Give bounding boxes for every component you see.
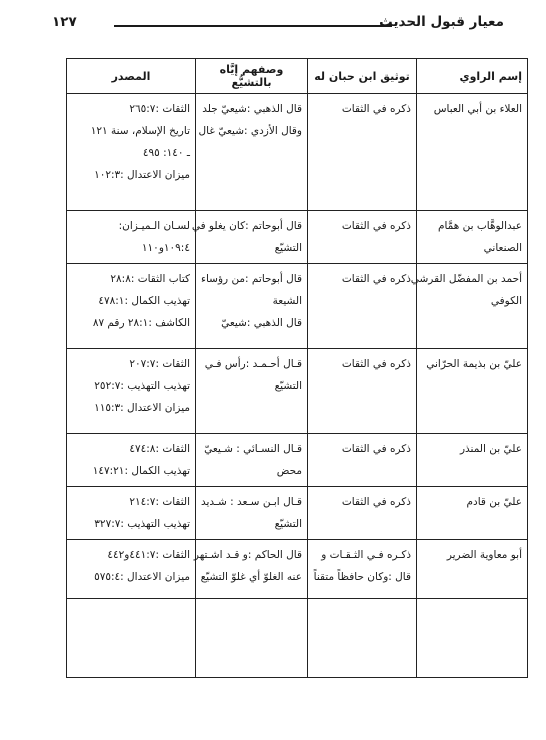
narrator-cell-line: الكوفي: [490, 295, 522, 307]
description-cell-line: الشيعة: [272, 295, 302, 307]
description-cell-line: قال أبوحاتم :كان يغلو في: [191, 220, 302, 232]
narrator-cell-line: أبو معاوية الضرير: [446, 549, 522, 561]
tawthiq-cell-line: ذكـره فـي الثـقـات و: [321, 549, 411, 561]
table-row: [67, 434, 528, 487]
header-narrator: إسم الراوي: [417, 59, 528, 94]
narrator-cell-line: عليّ بن بذيمة الحرّاني: [426, 358, 522, 370]
tawthiq-cell-line: ذكره في الثقات: [341, 496, 411, 508]
source-cell: [67, 349, 196, 434]
empty-cell: [417, 599, 528, 678]
description-cell-line: التشيّع: [274, 242, 302, 254]
tawthiq-cell: [308, 540, 417, 599]
source-cell-line: تهذيب التهذيب :٣٢٧:٧: [94, 518, 190, 530]
description-cell-line: عنه الغلوّ أي غلوّ التشيّع: [200, 571, 302, 583]
table-row: [67, 540, 528, 599]
description-cell-line: التشيّع: [274, 380, 302, 392]
tawthiq-cell: [308, 434, 417, 487]
description-cell-line: قـال ابـن سـعد : شـديد: [201, 496, 302, 508]
narrator-cell-line: الصنعاني: [483, 242, 522, 254]
tawthiq-cell-line: ذكره في الثقات: [341, 220, 411, 232]
tawthiq-cell: [308, 264, 417, 349]
source-cell-line: تهذيب الكمال :١٤٧:٢١: [92, 465, 190, 477]
narrator-cell-line: العلاء بن أبي العباس: [433, 103, 522, 115]
description-cell-line: قـال النسـائي : شـيعيّ: [204, 443, 302, 455]
table-body: [67, 94, 528, 678]
description-cell: [196, 434, 308, 487]
description-cell-line: قال الذهبي :شيعيّ جلد: [202, 103, 302, 115]
empty-cell: [308, 599, 417, 678]
table-row: [67, 487, 528, 540]
source-cell-line: الثقات :٤٤١:٧و٤٤٢: [107, 549, 190, 561]
description-cell-line: قال الذهبي :شيعيّ: [221, 317, 302, 329]
table-row: [67, 349, 528, 434]
table-row-empty: [67, 599, 528, 678]
header-description: وصفهم إيَّاه بالتشيُّع: [196, 59, 308, 94]
source-cell-line: لسـان الـميـزان:: [118, 220, 190, 232]
source-cell-line: تاريخ الإسلام، سنة ١٢١: [90, 125, 190, 137]
source-cell: [67, 264, 196, 349]
source-cell-line: ميزان الاعتدال :١٠٢:٣: [94, 169, 190, 181]
source-cell-line: ميزان الاعتدال :٥٧٥:٤: [94, 571, 190, 583]
header-rule: [114, 25, 392, 27]
source-cell: [67, 94, 196, 211]
tawthiq-cell: [308, 349, 417, 434]
description-cell-line: التشيّع: [274, 518, 302, 530]
description-cell: [196, 94, 308, 211]
description-cell: [191, 211, 308, 264]
description-cell: [193, 540, 308, 599]
narrator-cell-line: عليّ بن قادم: [466, 496, 522, 508]
empty-cell: [196, 599, 308, 678]
tawthiq-cell-line: ذكره في الثقات: [341, 103, 411, 115]
page-header: [52, 12, 504, 38]
tawthiq-cell: [308, 211, 417, 264]
header-tawthiq: توثيق ابن حبان له: [308, 59, 417, 94]
narrator-cell: [417, 349, 528, 434]
running-title: معيار قبول الحديث: [379, 14, 504, 30]
description-cell-line: وقال الأزدي :شيعيّ غال: [198, 125, 302, 137]
source-cell-line: تهذيب الكمال :٤٧٨:١: [98, 295, 190, 307]
source-cell-line: كتاب الثقات :٢٨:٨: [110, 273, 190, 285]
narrators-table: [66, 58, 528, 678]
source-cell-line: ـ ١٤٠: ٤٩٥: [142, 147, 190, 159]
description-cell-line: قال الحاكم :و قـد اشـتهر: [193, 549, 302, 561]
table-row: [67, 94, 528, 211]
header-source: المصدر: [67, 59, 196, 94]
tawthiq-cell: [308, 487, 417, 540]
source-cell: [67, 211, 196, 264]
narrator-cell-line: عبدالوهَّاب بن همَّام: [437, 220, 522, 232]
source-cell-line: تهذيب التهذيب :٢٥٢:٧: [94, 380, 190, 392]
tawthiq-cell-line: ذكره في الثقات: [341, 358, 411, 370]
source-cell-line: الثقات :٤٧٤:٨: [129, 443, 190, 455]
table-header-row: [67, 59, 528, 94]
narrator-cell-line: أحمد بن المفضّل القرشي: [410, 273, 522, 285]
source-cell-line: ١٠٩:٤و١١٠: [141, 242, 190, 254]
description-cell-line: قال أبوحاتم :من رؤساء: [201, 273, 302, 285]
source-cell: [67, 540, 196, 599]
narrator-cell: [417, 540, 528, 599]
narrator-cell: [417, 434, 528, 487]
page-number: ١٢٧: [52, 14, 77, 30]
source-cell: [67, 487, 196, 540]
tawthiq-cell-line: قال :وكان حافظاً متقناً: [313, 571, 411, 583]
table-row: [67, 211, 528, 264]
source-cell-line: الكاشف :٢٨:١ رقم ٨٧: [92, 317, 190, 329]
description-cell: [196, 487, 308, 540]
source-cell-line: الثقات :٢٠٧:٧: [129, 358, 190, 370]
source-cell: [67, 434, 196, 487]
description-cell: [196, 264, 308, 349]
narrator-cell: [410, 264, 528, 349]
description-cell-line: قـال أحـمـد :رأس فـي: [204, 358, 302, 370]
tawthiq-cell-line: ذكره في الثقات: [341, 273, 411, 285]
empty-cell: [67, 599, 196, 678]
description-cell-line: محض: [276, 465, 302, 477]
description-cell: [196, 349, 308, 434]
tawthiq-cell: [308, 94, 417, 211]
source-cell-line: الثقات :٢١٤:٧: [129, 496, 190, 508]
source-cell-line: ميزان الاعتدال :١١٥:٣: [94, 402, 190, 414]
narrator-cell: [417, 487, 528, 540]
tawthiq-cell-line: ذكره في الثقات: [341, 443, 411, 455]
source-cell-line: الثقات :٢٦٥:٧: [129, 103, 190, 115]
table-row: [67, 264, 528, 349]
narrator-cell-line: عليّ بن المنذر: [459, 443, 522, 455]
narrator-cell: [417, 94, 528, 211]
narrator-cell: [417, 211, 528, 264]
